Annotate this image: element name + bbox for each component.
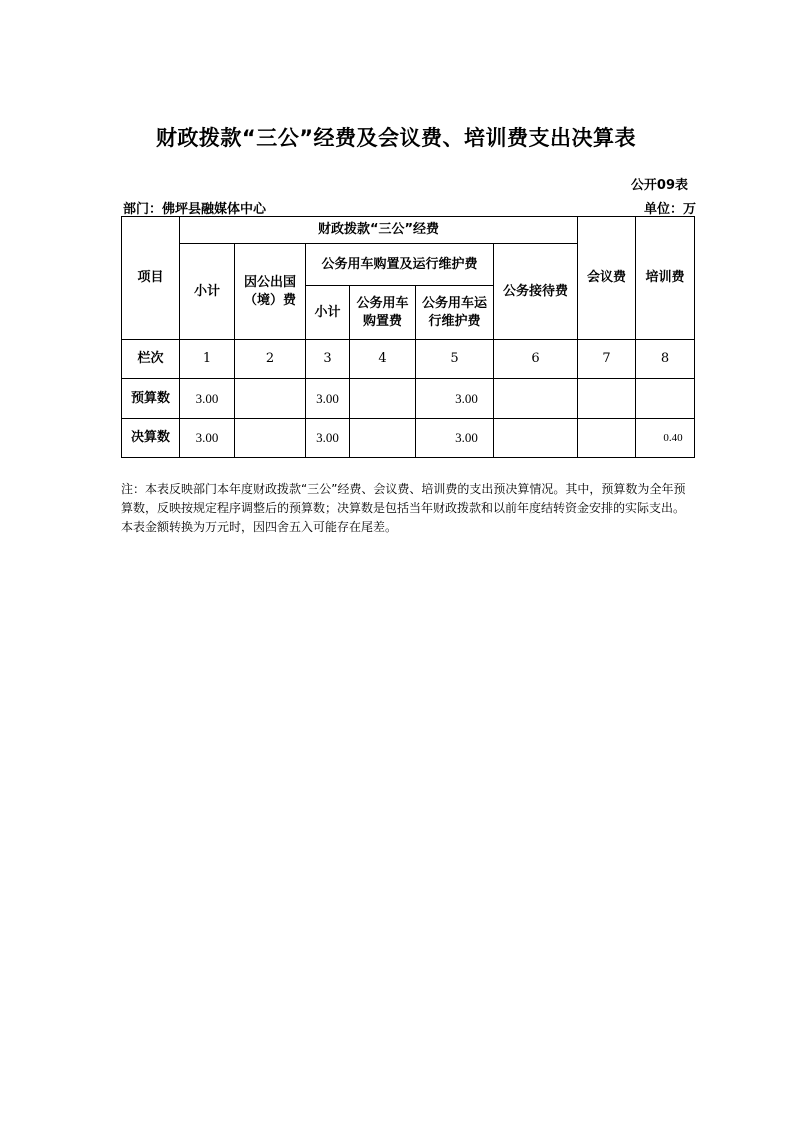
row-label-index: 栏次 xyxy=(122,340,180,379)
header-meeting: 会议费 xyxy=(578,217,636,340)
header-vehicle-group: 公务用车购置及运行维护费 xyxy=(306,244,494,286)
unit-label: 单位：万 xyxy=(643,202,696,217)
row-label-budget: 预算数 xyxy=(122,379,180,419)
page-title: 财政拨款“三公”经费及会议费、培训费支出决算表 xyxy=(155,126,637,150)
header-vehicle-subtotal: 小计 xyxy=(306,286,350,340)
final-cell: 0.40 xyxy=(636,419,695,458)
header-reception: 公务接待费 xyxy=(494,244,578,340)
header-vehicle-purchase: 公务用车购置费 xyxy=(350,286,416,340)
index-cell: 4 xyxy=(350,340,416,379)
budget-cell xyxy=(578,379,636,419)
header-subtotal: 小计 xyxy=(180,244,235,340)
index-cell: 3 xyxy=(306,340,350,379)
index-cell: 5 xyxy=(416,340,494,379)
budget-cell xyxy=(350,379,416,419)
header-abroad: 因公出国（境）费 xyxy=(235,244,306,340)
final-cell: 3.00 xyxy=(180,419,235,458)
index-cell: 1 xyxy=(180,340,235,379)
index-cell: 7 xyxy=(578,340,636,379)
budget-cell: 3.00 xyxy=(180,379,235,419)
expenditure-table xyxy=(121,216,695,458)
final-cell xyxy=(235,419,306,458)
budget-cell xyxy=(235,379,306,419)
header-three-public: 财政拨款“三公”经费 xyxy=(180,217,578,244)
budget-cell: 3.00 xyxy=(306,379,350,419)
budget-cell xyxy=(636,379,695,419)
header-training: 培训费 xyxy=(636,217,695,340)
final-cell xyxy=(350,419,416,458)
form-number: 公开09表 xyxy=(630,178,688,193)
budget-cell: 3.00 xyxy=(416,379,494,419)
budget-cell xyxy=(494,379,578,419)
header-item: 项目 xyxy=(122,217,180,340)
header-vehicle-operation: 公务用车运行维护费 xyxy=(416,286,494,340)
row-label-final: 决算数 xyxy=(122,419,180,458)
index-cell: 2 xyxy=(235,340,306,379)
final-cell: 3.00 xyxy=(416,419,494,458)
index-cell: 8 xyxy=(636,340,695,379)
index-cell: 6 xyxy=(494,340,578,379)
final-cell xyxy=(578,419,636,458)
final-cell: 3.00 xyxy=(306,419,350,458)
department-label: 部门：佛坪县融媒体中心 xyxy=(123,202,267,217)
footnote: 注：本表反映部门本年度财政拨款“三公”经费、会议费、培训费的支出预决算情况。其中，预算数为全年预算数，反映按规定程序调整后的预算数；决算数是包括当年财政拨款和以前年度结转资金安排的实际支出。本表金额转换为万元时，因四舍五入可能存在尾差。 xyxy=(121,482,686,534)
final-cell xyxy=(494,419,578,458)
